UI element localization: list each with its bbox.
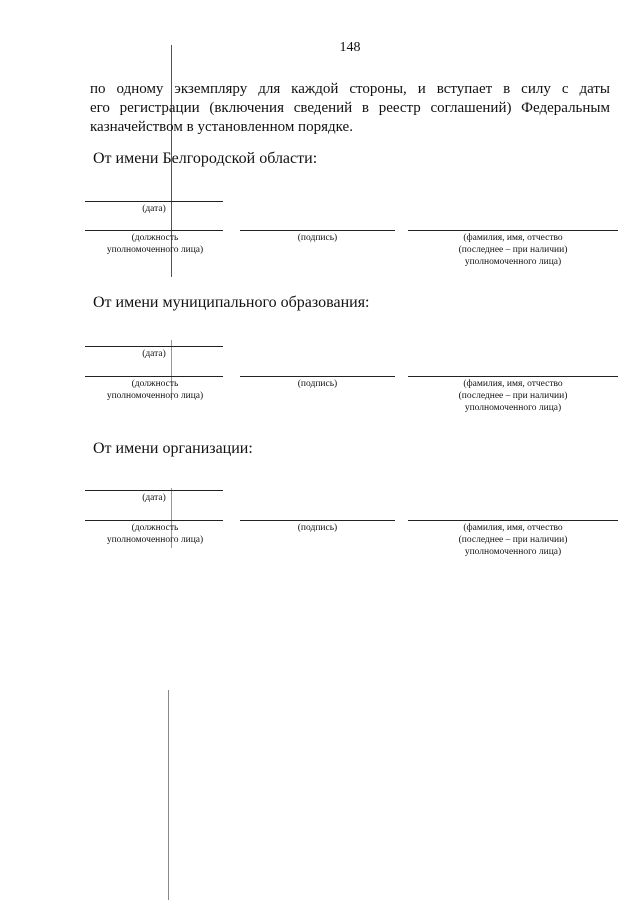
- date-line: [85, 490, 223, 491]
- signature-line: [240, 230, 395, 231]
- position-caption: (должность уполномоченного лица): [106, 523, 204, 545]
- name-line: [408, 376, 618, 377]
- section-title: От имени муниципального образования:: [93, 294, 370, 311]
- section-title: От имени организации:: [93, 440, 253, 457]
- section-title: От имени Белгородской области:: [93, 150, 318, 167]
- position-line: [85, 230, 223, 231]
- name-caption: (фамилия, имя, отчество (последнее – при наличии) уполномоченного лица): [458, 523, 568, 557]
- paragraph-line: казначейством в установленном порядке.: [90, 119, 353, 135]
- date-caption: (дата): [142, 493, 166, 503]
- signature-line: [240, 376, 395, 377]
- position-caption: (должность уполномоченного лица): [106, 379, 204, 401]
- signature-caption: (подпись): [297, 523, 338, 533]
- position-line: [85, 520, 223, 521]
- date-caption: (дата): [142, 349, 166, 359]
- signature-caption: (подпись): [297, 233, 338, 243]
- paragraph-line: его регистрации (включения сведений в реестр соглашений) Федеральным: [90, 100, 610, 116]
- date-line: [85, 201, 223, 202]
- signature-block-municipality: [0, 294, 640, 424]
- signature-caption: (подпись): [297, 379, 338, 389]
- name-caption: (фамилия, имя, отчество (последнее – при наличии) уполномоченного лица): [458, 233, 568, 267]
- paragraph-line: по одному экземпляру для каждой стороны, и вступает в силу с даты: [90, 81, 610, 97]
- page-number: 148: [339, 40, 361, 55]
- date-line: [85, 346, 223, 347]
- date-caption: (дата): [142, 204, 166, 214]
- agreement-paragraph: [90, 80, 610, 137]
- signature-block-region: [0, 150, 640, 280]
- name-line: [408, 230, 618, 231]
- name-line: [408, 520, 618, 521]
- scan-fold-line: [168, 690, 169, 900]
- position-caption: (должность уполномоченного лица): [106, 233, 204, 255]
- position-line: [85, 376, 223, 377]
- signature-block-organization: [0, 440, 640, 570]
- name-caption: (фамилия, имя, отчество (последнее – при наличии) уполномоченного лица): [458, 379, 568, 413]
- signature-line: [240, 520, 395, 521]
